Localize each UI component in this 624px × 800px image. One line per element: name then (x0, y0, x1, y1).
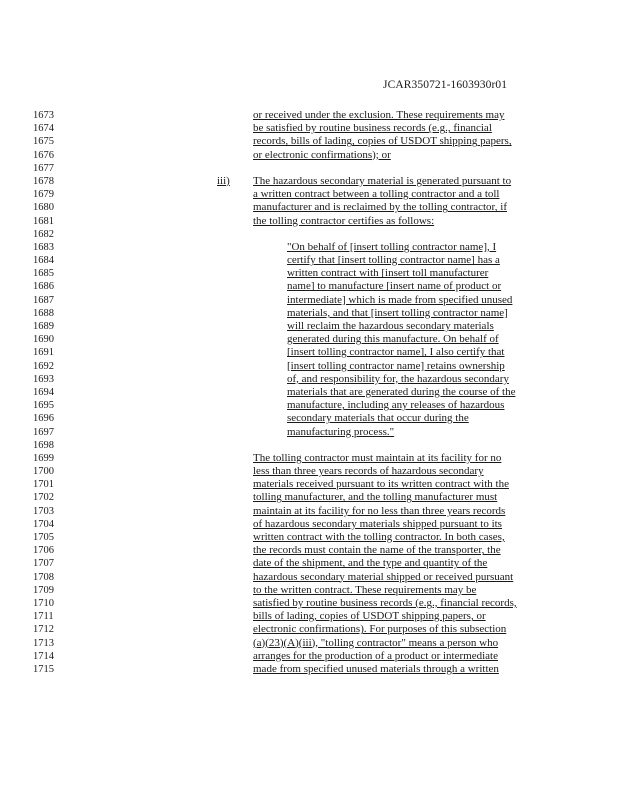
line-number: 1688 (33, 307, 54, 319)
text-line (0, 333, 624, 346)
certification-quote-text: materials, and that [insert tolling contractor name] (287, 306, 508, 319)
body-text: The hazardous secondary material is generated pursuant to (253, 174, 512, 187)
line-number: 1677 (33, 162, 54, 174)
certification-quote-text: materials that are generated during the course of the (287, 385, 516, 398)
certification-quote-text: generated during this manufacture. On behalf of (287, 333, 499, 346)
line-number: 1681 (33, 215, 54, 227)
text-line (0, 360, 624, 373)
text-line (0, 452, 624, 465)
body-text: electronic confirmations). For purposes of this subsection (253, 623, 507, 636)
body-text: records, bills of lading, copies of USDOT shipping papers, (253, 135, 512, 148)
text-line (0, 373, 624, 386)
line-number: 1682 (33, 228, 54, 240)
text-line (0, 188, 624, 201)
line-number: 1707 (33, 558, 54, 570)
line-number: 1706 (33, 545, 54, 557)
text-line (0, 623, 624, 636)
body-text: satisfied by routine business records (e.g., financial records, (253, 596, 517, 609)
line-number: 1702 (33, 492, 54, 504)
certification-quote-text: name] to manufacture [insert name of product or (287, 280, 502, 293)
text-line (0, 465, 624, 478)
text-line (0, 663, 624, 676)
line-number: 1698 (33, 439, 54, 451)
text-line (0, 557, 624, 570)
body-text: the tolling contractor certifies as follows: (253, 214, 435, 227)
line-number: 1705 (33, 532, 54, 543)
body-text: materials received pursuant to its written contract with the (253, 478, 509, 491)
line-number: 1704 (33, 518, 54, 530)
text-line (0, 518, 624, 531)
line-number: 1693 (33, 373, 54, 385)
line-number: 1690 (33, 334, 54, 346)
text-line (0, 491, 624, 504)
line-number: 1685 (33, 268, 54, 280)
line-number: 1701 (33, 479, 54, 491)
body-text: The tolling contractor must maintain at its facility for no (253, 451, 502, 464)
line-number: 1691 (33, 347, 54, 359)
text-line (0, 294, 624, 307)
certification-quote-text: manufacture, including any releases of hazardous (287, 399, 505, 412)
line-number: 1678 (33, 175, 54, 187)
certification-quote-text: certify that [insert tolling contractor name] has a (287, 254, 500, 267)
text-line (0, 399, 624, 412)
line-number: 1687 (33, 294, 54, 306)
line-number: 1684 (33, 255, 54, 267)
body-text: tolling manufacturer, and the tolling manufacturer must (253, 491, 498, 504)
text-line (0, 478, 624, 491)
text-line (0, 531, 624, 544)
line-number: 1689 (33, 321, 54, 332)
certification-quote-text: intermediate] which is made from specified unused (287, 293, 513, 306)
text-line (0, 162, 624, 175)
line-number: 1686 (33, 281, 54, 293)
text-line (0, 122, 624, 135)
text-line (0, 201, 624, 214)
body-text: arranges for the production of a product or intermediate (253, 649, 498, 662)
certification-quote-text: [insert tolling contractor name] retains ownership (287, 359, 505, 372)
text-line (0, 175, 624, 188)
line-number: 1697 (33, 426, 54, 438)
body-text: or electronic confirmations); or (253, 148, 391, 161)
line-number: 1696 (33, 413, 54, 425)
certification-quote-text: of, and responsibility for, the hazardous secondary (287, 372, 509, 385)
line-number: 1694 (33, 386, 54, 398)
document-id: JCAR350721-1603930r01 (383, 79, 508, 91)
body-text: be satisfied by routine business records (e.g., financial (253, 122, 492, 135)
certification-quote-text: will reclaim the hazardous secondary materials (287, 320, 494, 332)
line-number: 1714 (33, 650, 54, 662)
line-number: 1674 (33, 123, 54, 135)
body-text: the records must contain the name of the transporter, the (253, 544, 501, 557)
body-text: made from specified unused materials through a written (253, 662, 499, 675)
line-number: 1692 (33, 360, 54, 372)
line-number: 1699 (33, 452, 54, 464)
text-line (0, 637, 624, 650)
text-line (0, 228, 624, 241)
text-line (0, 584, 624, 597)
text-line (0, 426, 624, 439)
text-line (0, 135, 624, 148)
text-line (0, 280, 624, 293)
text-line (0, 597, 624, 610)
text-line (0, 346, 624, 359)
text-line (0, 505, 624, 518)
text-line (0, 650, 624, 663)
line-number: 1710 (33, 597, 54, 609)
body-text: date of the shipment, and the type and quantity of the (253, 557, 488, 570)
body-text: manufacturer and is reclaimed by the tolling contractor, if (253, 201, 507, 214)
line-number: 1715 (33, 663, 54, 675)
body-text: of hazardous secondary materials shipped pursuant to its (253, 517, 502, 530)
line-number: 1709 (33, 584, 54, 596)
text-line (0, 254, 624, 267)
body-text: to the written contract. These requirements may be (253, 583, 477, 596)
line-number: 1680 (33, 202, 54, 214)
certification-quote-text: [insert tolling contractor name], I also certify that (287, 346, 505, 359)
line-numbered-text (0, 109, 624, 676)
body-text: maintain at its facility for no less than three years records (253, 504, 506, 517)
text-line (0, 412, 624, 425)
line-number: 1679 (33, 189, 54, 201)
line-number: 1711 (33, 611, 54, 623)
text-line (0, 571, 624, 584)
text-line (0, 386, 624, 399)
text-line (0, 241, 624, 254)
body-text: a written contract between a tolling contractor and a toll (253, 188, 500, 201)
body-text: (a)(23)(A)(iii), "tolling contractor" means a person who (253, 636, 499, 649)
line-number: 1708 (33, 571, 54, 583)
text-line (0, 307, 624, 320)
text-line (0, 610, 624, 623)
body-text: written contract with the tolling contractor. In both cases, (253, 531, 505, 543)
text-line (0, 320, 624, 333)
line-number: 1700 (33, 466, 54, 478)
line-number: 1673 (33, 110, 54, 121)
line-number: 1675 (33, 136, 54, 148)
body-text: hazardous secondary material shipped or received pursuant (253, 570, 514, 583)
line-number: 1695 (33, 400, 54, 412)
text-line (0, 544, 624, 557)
text-line (0, 267, 624, 280)
text-line (0, 439, 624, 452)
certification-quote-text: "On behalf of [insert tolling contractor name], I (287, 240, 497, 253)
line-number: 1676 (33, 149, 54, 161)
text-line (0, 149, 624, 162)
certification-quote-text: written contract with [insert toll manufacturer (287, 267, 489, 280)
line-number: 1712 (33, 624, 54, 636)
text-line (0, 109, 624, 122)
body-text: or received under the exclusion. These requirements may (253, 109, 505, 121)
certification-quote-text: secondary materials that occur during the (287, 412, 469, 425)
body-text: bills of lading, copies of USDOT shipping papers, or (253, 610, 486, 623)
line-number: 1683 (33, 241, 54, 253)
list-marker: iii) (217, 174, 230, 187)
line-number: 1713 (33, 637, 54, 649)
certification-quote-text: manufacturing process." (287, 425, 395, 438)
line-number: 1703 (33, 505, 54, 517)
body-text: less than three years records of hazardous secondary (253, 465, 484, 478)
text-line (0, 215, 624, 228)
